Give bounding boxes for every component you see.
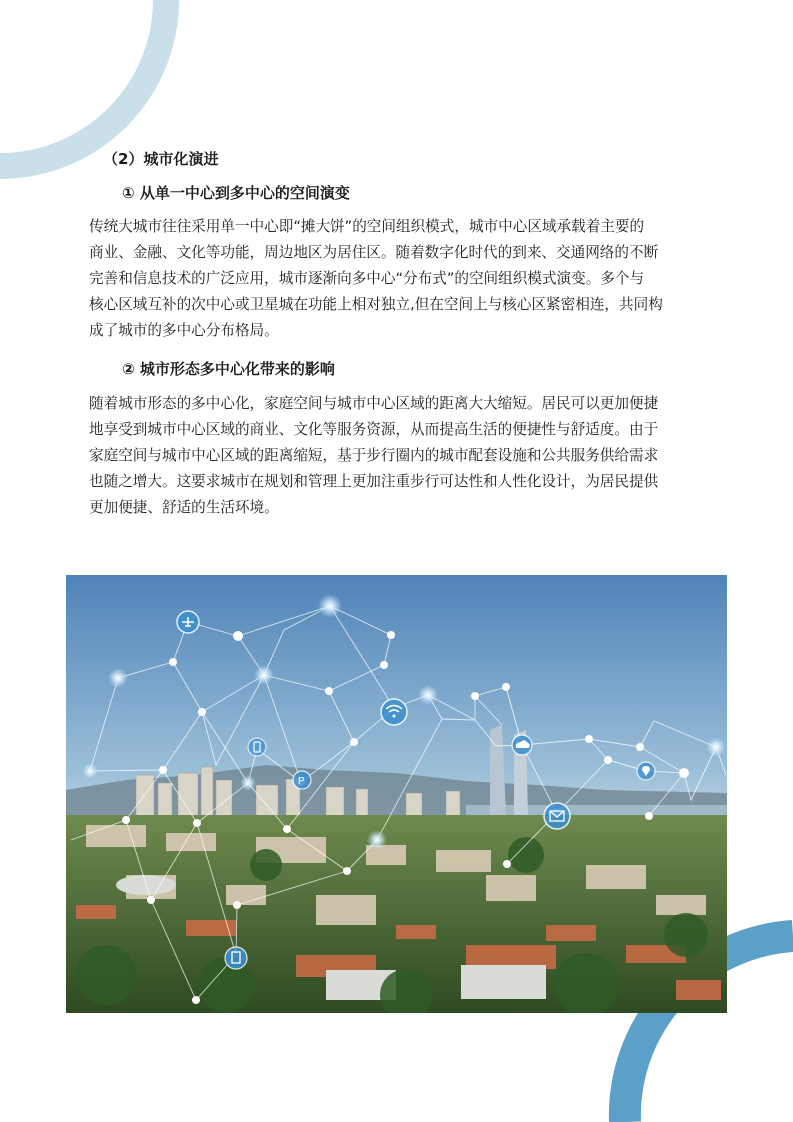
parking-icon — [293, 771, 311, 789]
location-pin-icon — [637, 762, 655, 780]
paragraph-line: 更加便捷、舒适的生活环境。 — [89, 499, 279, 516]
paragraph-line: 也随之增大。这要求城市在规划和管理上更加注重步行可达性和人性化设计，为居民提供 — [89, 473, 659, 490]
paragraph-line: 商业、金融、文化等功能，周边地区为居住区。随着数字化时代的到来、交通网络的不断 — [89, 244, 659, 261]
svg-text:P: P — [298, 776, 305, 787]
airplane-icon — [177, 611, 199, 633]
subsection-heading: ① 从单一中心到多中心的空间演变 — [122, 184, 350, 202]
paragraph-line: 家庭空间与城市中心区域的距离缩短，基于步行圈内的城市配套设施和公共服务供给需求 — [89, 447, 659, 464]
paragraph-line: 地享受到城市中心区域的商业、文化等服务资源，从而提高生活的便捷性与舒适度。由于 — [89, 421, 659, 438]
mail-icon — [544, 803, 570, 829]
paragraph-line: 完善和信息技术的广泛应用，城市逐渐向多中心“分布式”的空间组织模式演变。多个与 — [89, 270, 645, 287]
phone-icon — [248, 738, 266, 756]
paragraph-line: 随着城市形态的多中心化，家庭空间与城市中心区域的距离大大缩短。居民可以更加便捷 — [89, 395, 659, 412]
paragraph-line: 传统大城市往往采用单一中心即“摊大饼”的空间组织模式，城市中心区域承载着主要的 — [89, 218, 645, 235]
paragraph-line: 核心区域互补的次中心或卫星城在功能上相对独立,但在空间上与核心区紧密相连，共同构 — [89, 296, 663, 313]
paragraph — [89, 391, 719, 521]
wifi-icon — [381, 699, 407, 725]
section-heading: （2）城市化演进 — [103, 150, 219, 168]
paragraph — [89, 214, 719, 344]
subsection-heading: ② 城市形态多中心化带来的影响 — [122, 360, 335, 378]
city-network-photo — [66, 575, 727, 1013]
document-icon — [225, 947, 247, 969]
cloud-icon — [512, 735, 532, 755]
paragraph-line: 成了城市的多中心分布格局。 — [89, 322, 279, 339]
